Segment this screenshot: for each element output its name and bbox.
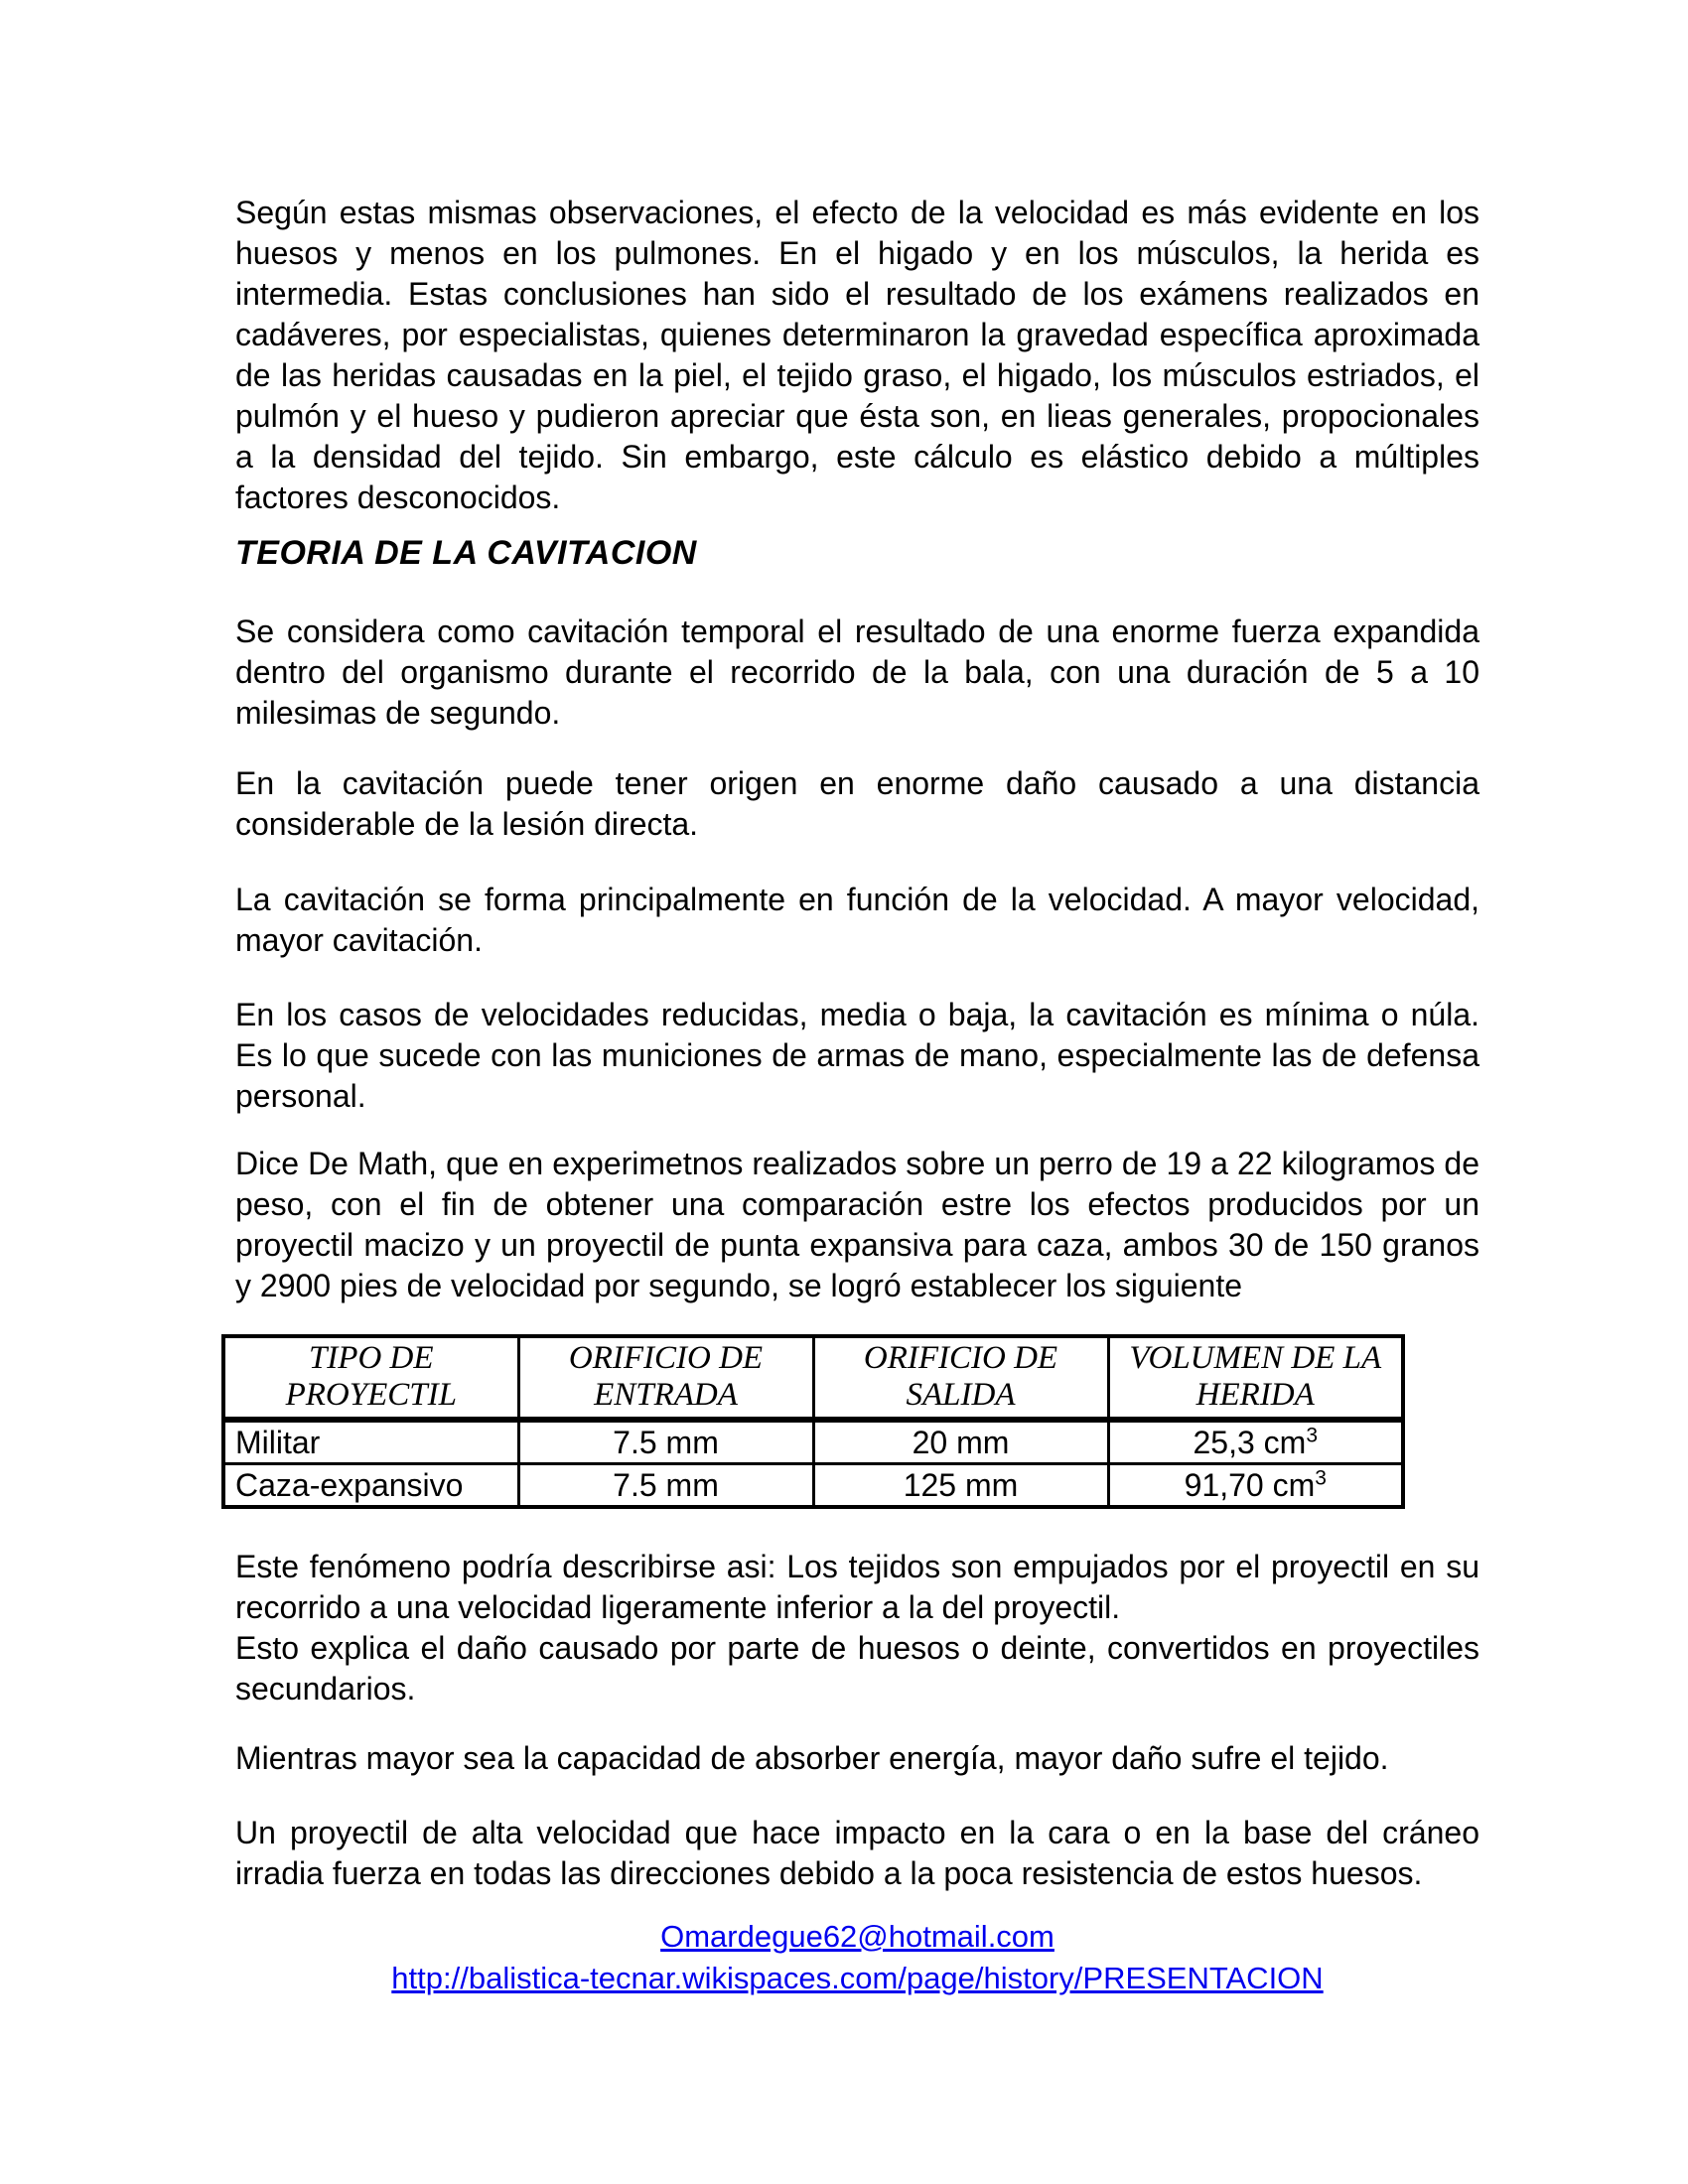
column-header-orificio-entrada bbox=[518, 1336, 813, 1420]
paragraph-alta-velocidad-craneo: Un proyectil de alta velocidad que hace impacto en la cara o en la base del cráneo irradia fuerza en todas las direcciones debido a la poca resistencia de estos huesos. bbox=[235, 1815, 1479, 1891]
cell-salida: 125 mm bbox=[813, 1464, 1108, 1508]
header-line: SALIDA bbox=[906, 1377, 1016, 1413]
email-link[interactable]: Omardegue62@hotmail.com bbox=[660, 1919, 1055, 1954]
paragraph-proyectiles-secundarios: Esto explica el daño causado por parte de huesos o deinte, convertidos en proyectiles secundarios. bbox=[235, 1630, 1479, 1706]
header-line: ORIFICIO DE bbox=[568, 1340, 764, 1376]
cell-volumen bbox=[1108, 1464, 1403, 1508]
column-header-volumen-herida bbox=[1108, 1336, 1403, 1420]
cell-tipo: Militar bbox=[223, 1420, 518, 1464]
footer bbox=[235, 1916, 1479, 1999]
cell-volumen bbox=[1108, 1420, 1403, 1464]
paragraph-funcion-velocidad: La cavitación se forma principalmente en función de la velocidad. A mayor velocidad, mayor cavitación. bbox=[235, 882, 1479, 958]
cell-entrada: 7.5 mm bbox=[518, 1420, 813, 1464]
column-header-orificio-salida bbox=[813, 1336, 1108, 1420]
section-heading-teoria-cavitacion: TEORIA DE LA CAVITACION bbox=[235, 534, 697, 572]
header-line: PROYECTIL bbox=[285, 1377, 457, 1413]
paragraph-velocidades-reducidas: En los casos de velocidades reducidas, media o baja, la cavitación es mínima o núla. Es lo que sucede con las municiones de armas de mano, especialmente las de defensa personal. bbox=[235, 997, 1479, 1114]
paragraph-origen-dano: En la cavitación puede tener origen en enorme daño causado a una distancia considerable de la lesión directa. bbox=[235, 765, 1479, 842]
header-line: ORIFICIO DE bbox=[863, 1340, 1058, 1376]
cell-entrada: 7.5 mm bbox=[518, 1464, 813, 1508]
volume-value: 91,70 cm bbox=[1184, 1467, 1316, 1503]
column-header-tipo-proyectil bbox=[223, 1336, 518, 1420]
header-line: ENTRADA bbox=[594, 1377, 738, 1413]
paragraph-cavitacion-temporal: Se considera como cavitación temporal el resultado de una enorme fuerza expandida dentro del organismo durante el recorrido de la bala, con una duración de 5 a 10 milesimas de segundo. bbox=[235, 614, 1479, 731]
table-header-row bbox=[223, 1336, 1403, 1420]
volume-value: 25,3 cm bbox=[1193, 1425, 1307, 1460]
paragraph-dice-de-math: Dice De Math, que en experimetnos realizados sobre un perro de 19 a 22 kilogramos de peso, con el fin de obtener una comparación estre los efectos producidos por un proyectil macizo y un proyectil de punta expansiva para caza, ambos 30 de 150 granos y 2900 pies de velocidad por segundo, se logró establecer los siguiente bbox=[235, 1146, 1479, 1303]
cell-tipo: Caza-expansivo bbox=[223, 1464, 518, 1508]
wound-comparison-table bbox=[221, 1334, 1405, 1509]
paragraph-observaciones: Según estas mismas observaciones, el efecto de la velocidad es más evidente en los huesos y menos en los pulmones. En el higado y en los músculos, la herida es intermedia. Estas conclusiones han sido el resultado de los exámens realizados en cadáveres, por especialistas, quienes determinaron la gravedad específica aproximada de las heridas causadas en la piel, el tejido graso, el higado, los músculos estriados, el pulmón y el hueso y pudieron apreciar que ésta son, en lieas generales, propocionales a la densidad del tejido. Sin embargo, este cálculo es elástico debido a múltiples factores desconocidos. bbox=[235, 195, 1479, 515]
header-line: TIPO DE bbox=[308, 1340, 434, 1376]
paragraph-absorber-energia: Mientras mayor sea la capacidad de absorber energía, mayor daño sufre el tejido. bbox=[235, 1740, 1389, 1776]
table-row-caza-expansivo bbox=[223, 1464, 1403, 1508]
volume-exponent: 3 bbox=[1306, 1424, 1318, 1447]
cell-salida: 20 mm bbox=[813, 1420, 1108, 1464]
volume-exponent: 3 bbox=[1315, 1466, 1327, 1490]
header-line: VOLUMEN DE LA bbox=[1129, 1340, 1382, 1376]
paragraph-fenomeno-tejidos: Este fenómeno podría describirse asi: Los tejidos son empujados por el proyectil en su recorrido a una velocidad ligeramente inferior a la del proyectil. bbox=[235, 1549, 1479, 1625]
header-line: HERIDA bbox=[1196, 1377, 1315, 1413]
table-row-militar bbox=[223, 1420, 1403, 1464]
url-link[interactable]: http://balistica-tecnar.wikispaces.com/page/history/PRESENTACION bbox=[391, 1961, 1324, 1995]
